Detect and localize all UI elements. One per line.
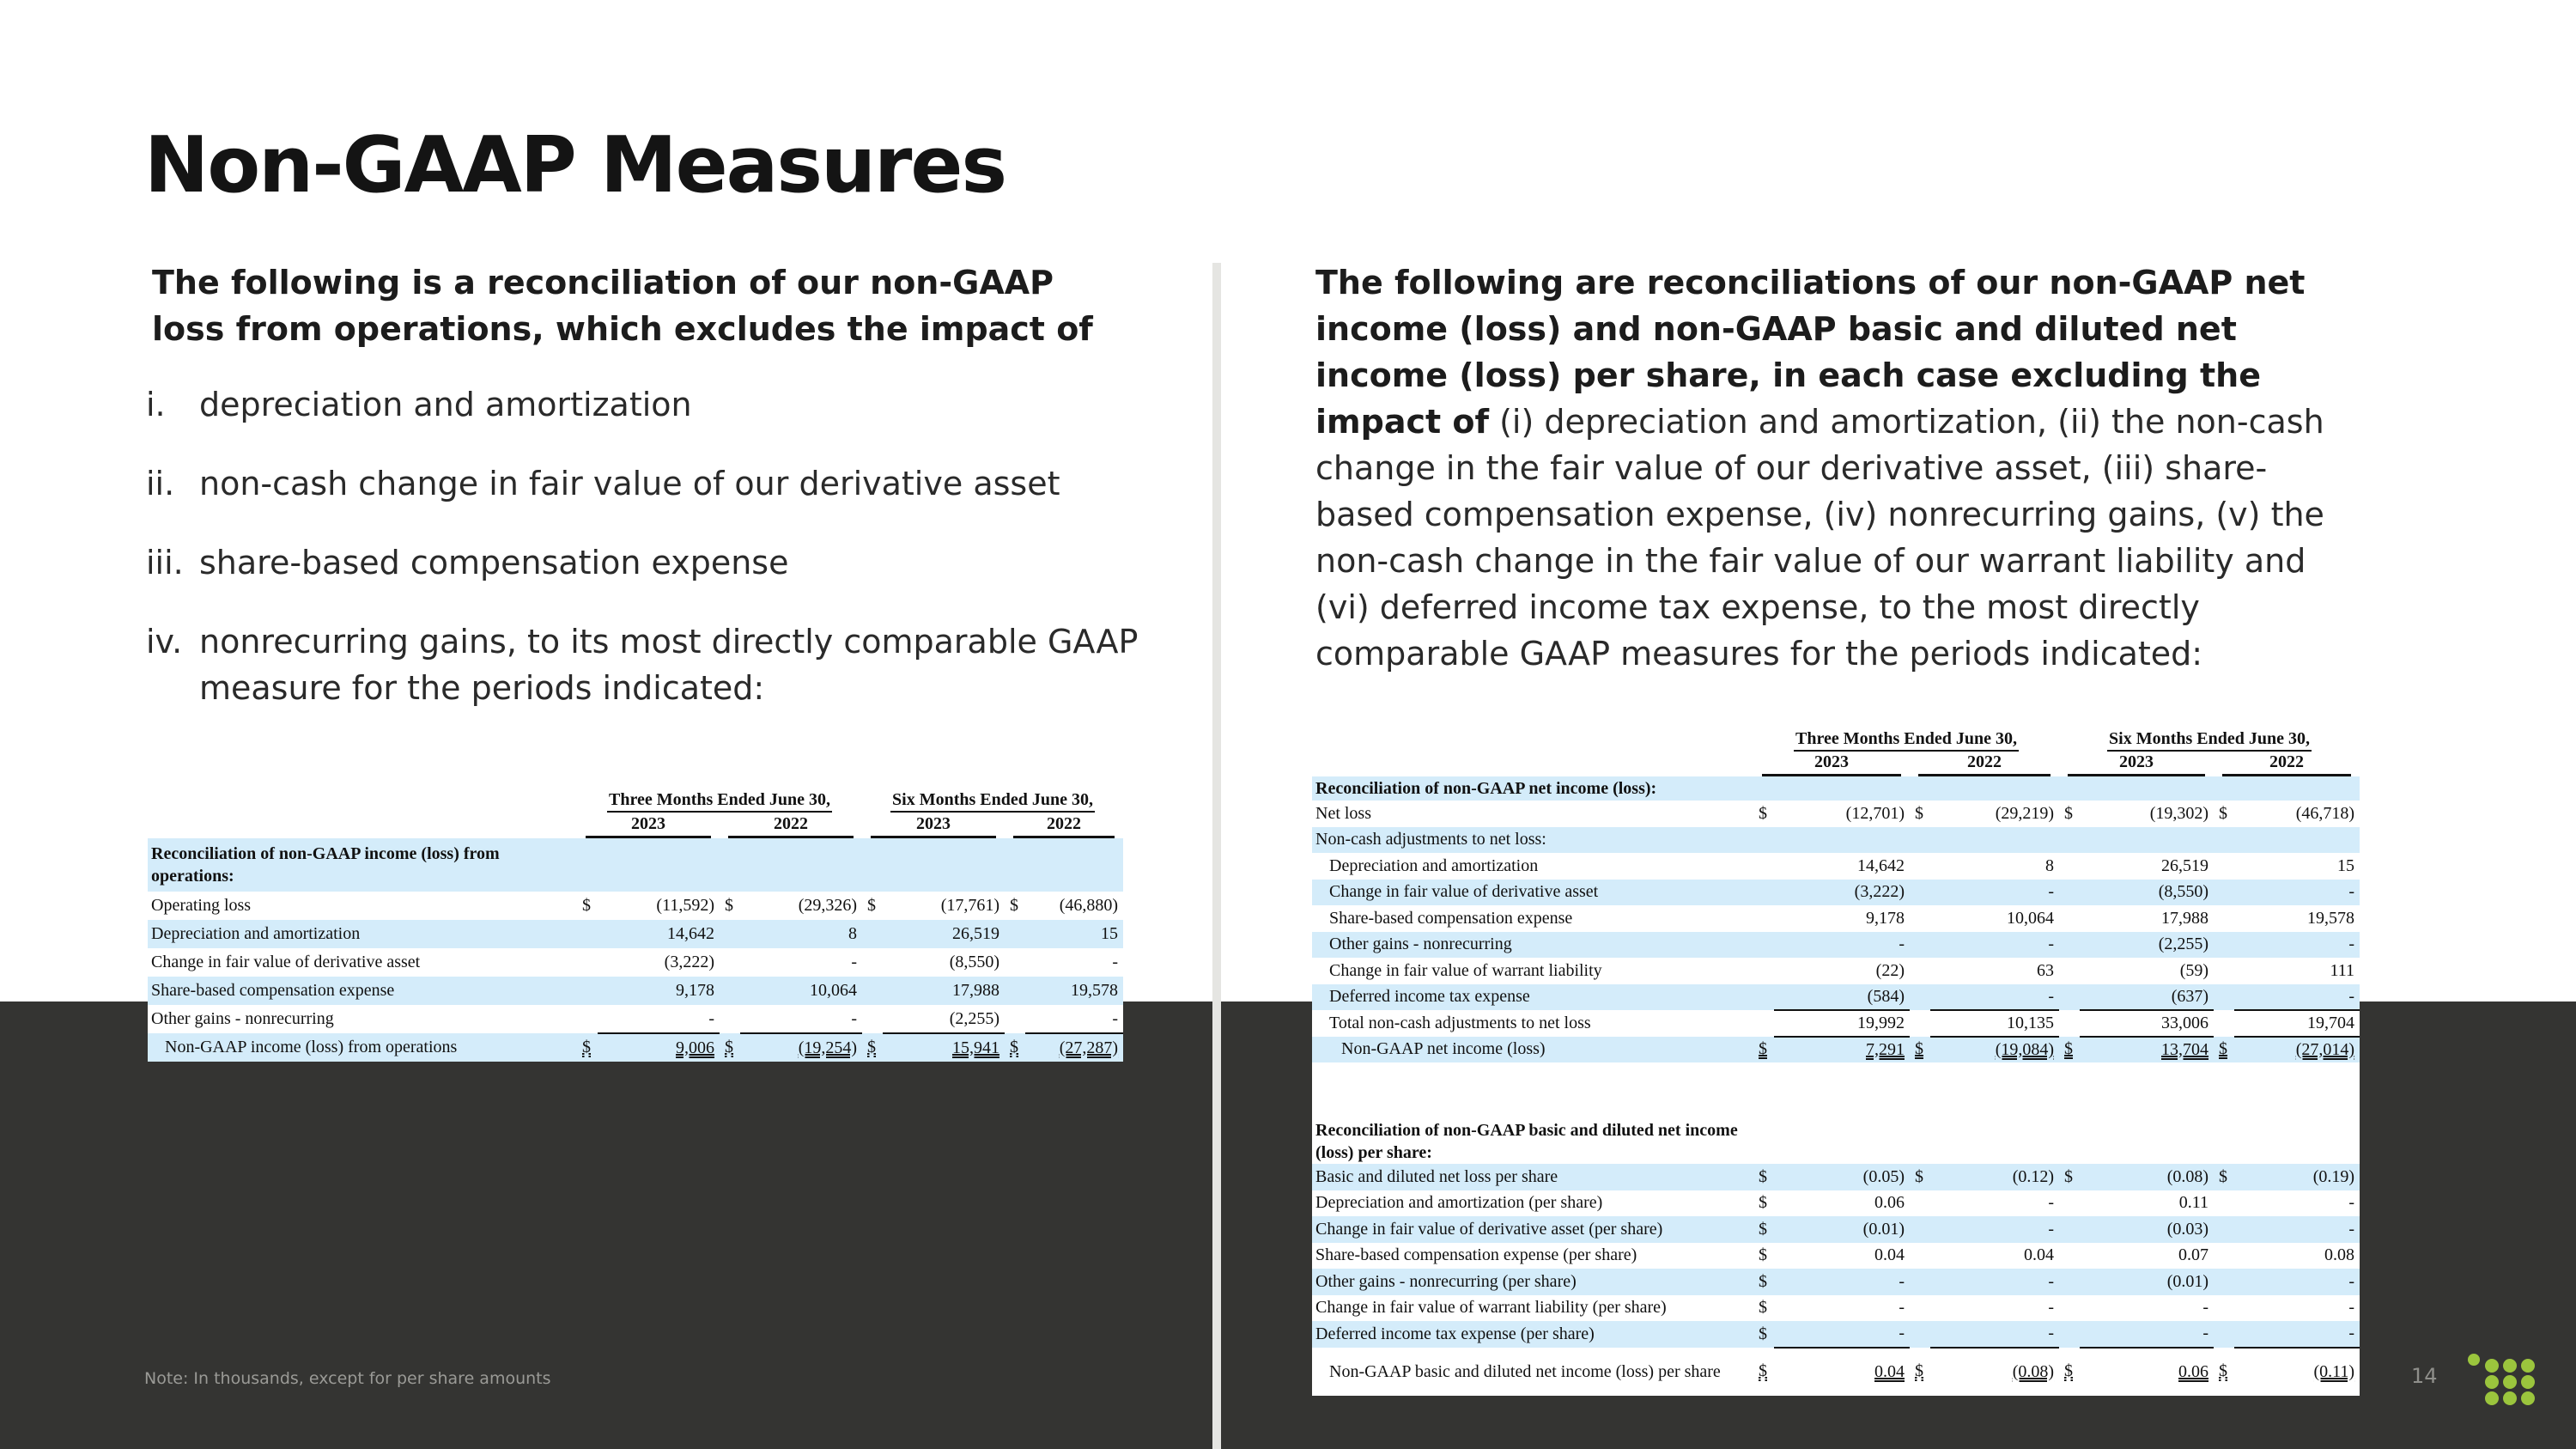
cell-value: - bbox=[851, 953, 858, 971]
year-header: 2023 bbox=[1753, 752, 1910, 776]
cell-value: - bbox=[1930, 932, 2059, 959]
currency-symbol bbox=[862, 948, 883, 977]
currency-symbol bbox=[1910, 1216, 1930, 1243]
currency-symbol: $ bbox=[1915, 1361, 1923, 1380]
currency-symbol: $ bbox=[1759, 1361, 1767, 1380]
cell-value: 0.08 bbox=[2324, 1245, 2355, 1265]
cell-value: (0.08) bbox=[1930, 1348, 2059, 1396]
list-item-text: non-cash change in fair value of our derivative asset bbox=[199, 465, 1060, 502]
cell-value: - bbox=[2080, 1321, 2214, 1348]
row-label: Share-based compensation expense (per share) bbox=[1315, 1245, 1637, 1265]
currency-symbol bbox=[720, 920, 740, 948]
table-row bbox=[1312, 880, 2360, 906]
cell-value: - bbox=[2234, 880, 2360, 906]
currency-symbol bbox=[862, 977, 883, 1005]
cell-value: (637) bbox=[2080, 984, 2214, 1011]
table-row bbox=[1312, 984, 2360, 1011]
cell-value: 111 bbox=[2330, 960, 2355, 980]
currency-symbol bbox=[1005, 1005, 1025, 1033]
currency-symbol: $ bbox=[1759, 1193, 1767, 1213]
cell-value: - bbox=[708, 1008, 714, 1028]
cell-value: - bbox=[1774, 1269, 1910, 1295]
table-row bbox=[1312, 905, 2360, 932]
row-label: Non-GAAP basic and diluted net income (loss) per share bbox=[1329, 1361, 1721, 1381]
row-label: Non-GAAP income (loss) from operations bbox=[148, 1033, 577, 1062]
list-item bbox=[146, 539, 1142, 586]
row-label: Deferred income tax expense bbox=[1312, 984, 1753, 1011]
currency-symbol: $ bbox=[1753, 1216, 1774, 1243]
row-label: Other gains - nonrecurring bbox=[1312, 932, 1753, 959]
currency-symbol bbox=[2059, 880, 2080, 906]
currency-symbol: $ bbox=[1759, 803, 1767, 823]
row-label: Share-based compensation expense bbox=[148, 977, 577, 1005]
dot-grid-logo-icon bbox=[2466, 1352, 2535, 1405]
list-item-text: share-based compensation expense bbox=[199, 544, 789, 581]
currency-symbol: $ bbox=[1753, 1269, 1774, 1295]
row-label: Depreciation and amortization bbox=[148, 920, 577, 948]
operations-reconciliation-table bbox=[148, 785, 1123, 1062]
year-header: 2023 bbox=[2059, 752, 2214, 776]
cell-value: - bbox=[2348, 1193, 2355, 1213]
currency-symbol: $ bbox=[2214, 1037, 2234, 1063]
currency-symbol bbox=[1910, 1295, 1930, 1322]
currency-symbol bbox=[2214, 1190, 2234, 1217]
currency-symbol bbox=[1910, 853, 1930, 880]
currency-symbol bbox=[862, 920, 883, 948]
year-header: 2022 bbox=[1005, 814, 1123, 838]
cell-value: - bbox=[1774, 932, 1910, 959]
cell-value: 0.06 bbox=[2080, 1348, 2214, 1396]
cell-value: 9,178 bbox=[598, 977, 720, 1005]
cell-value: (3,222) bbox=[664, 953, 714, 971]
section-label: Reconciliation of non-GAAP net income (loss): bbox=[1312, 776, 1753, 801]
cell-value: (0.12) bbox=[1930, 1164, 2059, 1190]
row-label: Change in fair value of warrant liability (per share) bbox=[1315, 1298, 1667, 1318]
currency-symbol bbox=[2059, 1216, 2080, 1243]
currency-symbol: $ bbox=[1010, 896, 1019, 915]
currency-symbol bbox=[2059, 1243, 2080, 1269]
list-item bbox=[146, 381, 1142, 428]
currency-symbol bbox=[1753, 827, 1774, 854]
cell-value: - bbox=[1930, 880, 2059, 906]
cell-value bbox=[2080, 827, 2214, 854]
currency-symbol bbox=[2214, 932, 2234, 959]
cell-value: 19,704 bbox=[2234, 1010, 2360, 1037]
net-income-reconciliation-table bbox=[1312, 725, 2360, 1396]
cell-value: 10,064 bbox=[2007, 908, 2055, 928]
cell-value: 10,135 bbox=[1930, 1010, 2059, 1037]
list-item bbox=[146, 618, 1142, 711]
cell-value: 17,988 bbox=[883, 977, 1005, 1005]
currency-symbol bbox=[577, 948, 598, 977]
footnote: Note: In thousands, except for per share amounts bbox=[144, 1369, 551, 1388]
cell-value: (29,326) bbox=[798, 896, 858, 915]
currency-symbol bbox=[1005, 948, 1025, 977]
cell-value: (46,718) bbox=[2295, 803, 2355, 823]
cell-value: (0.08) bbox=[2080, 1164, 2214, 1190]
page-number: 14 bbox=[2411, 1364, 2438, 1388]
cell-value: (59) bbox=[2179, 960, 2209, 980]
row-label: Deferred income tax expense (per share) bbox=[1312, 1321, 1753, 1348]
currency-symbol bbox=[2059, 1190, 2080, 1217]
row-label: Change in fair value of warrant liability bbox=[1329, 960, 1602, 980]
cell-value: - bbox=[1930, 1216, 2059, 1243]
currency-symbol bbox=[2214, 1269, 2234, 1295]
list-item-number: iii. bbox=[146, 544, 184, 581]
table-row bbox=[1312, 801, 2360, 827]
currency-symbol: $ bbox=[577, 1033, 598, 1062]
table-row bbox=[1312, 932, 2360, 959]
cell-value: (8,550) bbox=[2080, 880, 2214, 906]
cell-value: - bbox=[2048, 1298, 2055, 1318]
exclusion-list bbox=[146, 381, 1142, 744]
period-header-six-months: Six Months Ended June 30, bbox=[2059, 725, 2360, 752]
currency-symbol bbox=[1753, 1010, 1774, 1037]
currency-symbol: $ bbox=[2064, 1361, 2074, 1380]
table-row bbox=[148, 1005, 1123, 1033]
cell-value: 15,941 bbox=[883, 1033, 1005, 1062]
table-row bbox=[1312, 1216, 2360, 1243]
cell-value: (2,255) bbox=[949, 1008, 1000, 1028]
currency-symbol bbox=[720, 1005, 740, 1033]
currency-symbol bbox=[1753, 958, 1774, 984]
currency-symbol: $ bbox=[2214, 1164, 2234, 1190]
currency-symbol bbox=[2059, 1295, 2080, 1322]
currency-symbol bbox=[1910, 827, 1930, 854]
left-lead-bold: The following is a reconciliation of our non-GAAP loss from operations, which excludes the impact of bbox=[152, 264, 1093, 348]
currency-symbol bbox=[2214, 1216, 2234, 1243]
row-label: Change in fair value of derivative asset (per share) bbox=[1312, 1216, 1753, 1243]
currency-symbol bbox=[1910, 1269, 1930, 1295]
row-label: Non-GAAP net income (loss) bbox=[1312, 1037, 1753, 1063]
cell-value: (0.11) bbox=[2234, 1348, 2360, 1396]
currency-symbol: $ bbox=[720, 1033, 740, 1062]
table-row bbox=[148, 977, 1123, 1005]
currency-symbol bbox=[1910, 958, 1930, 984]
list-item bbox=[146, 460, 1142, 507]
currency-symbol bbox=[1910, 905, 1930, 932]
currency-symbol bbox=[2214, 984, 2234, 1011]
year-header: 2023 bbox=[577, 814, 720, 838]
cell-value: (17,761) bbox=[940, 896, 1000, 915]
cell-value: (27,014) bbox=[2234, 1037, 2360, 1063]
column-divider bbox=[1212, 263, 1221, 1449]
row-label: Non-cash adjustments to net loss: bbox=[1312, 827, 1753, 854]
cell-value: - bbox=[2234, 1321, 2360, 1348]
cell-value: (0.05) bbox=[1774, 1164, 1910, 1190]
table-row bbox=[1312, 1037, 2360, 1063]
table-row bbox=[1312, 1269, 2360, 1295]
currency-symbol bbox=[720, 977, 740, 1005]
cell-value: (584) bbox=[1774, 984, 1910, 1011]
currency-symbol bbox=[2214, 958, 2234, 984]
cell-value: 9,178 bbox=[1866, 908, 1905, 928]
currency-symbol: $ bbox=[1759, 1298, 1767, 1318]
table-row bbox=[1312, 958, 2360, 984]
cell-value bbox=[2234, 827, 2360, 854]
cell-value: 63 bbox=[2037, 960, 2055, 980]
section-label: Reconciliation of non-GAAP income (loss) from operations: bbox=[148, 838, 577, 892]
period-header-three-months: Three Months Ended June 30, bbox=[577, 785, 862, 814]
currency-symbol: $ bbox=[2059, 1037, 2080, 1063]
cell-value: - bbox=[2234, 984, 2360, 1011]
cell-value: (12,701) bbox=[1845, 803, 1905, 823]
cell-value: - bbox=[2234, 932, 2360, 959]
cell-value: - bbox=[1774, 1321, 1910, 1348]
table-row bbox=[1312, 1295, 2360, 1322]
cell-value: (8,550) bbox=[949, 953, 1000, 971]
period-header-six-months: Six Months Ended June 30, bbox=[862, 785, 1123, 814]
cell-value: 19,578 bbox=[1025, 977, 1123, 1005]
list-item-number: ii. bbox=[146, 465, 175, 502]
cell-value: 0.07 bbox=[2178, 1245, 2209, 1265]
currency-symbol bbox=[577, 1005, 598, 1033]
table-row bbox=[1312, 1321, 2360, 1348]
cell-value: 19,578 bbox=[2307, 908, 2355, 928]
cell-value: - bbox=[1930, 1321, 2059, 1348]
row-label: Basic and diluted net loss per share bbox=[1312, 1164, 1753, 1190]
currency-symbol bbox=[1005, 920, 1025, 948]
list-item-number: i. bbox=[146, 386, 166, 423]
cell-value: (19,254) bbox=[740, 1033, 862, 1062]
year-header: 2022 bbox=[2214, 752, 2360, 776]
year-header: 2022 bbox=[720, 814, 862, 838]
table-row bbox=[1312, 1010, 2360, 1037]
cell-value: (2,255) bbox=[2080, 932, 2214, 959]
currency-symbol bbox=[2059, 1010, 2080, 1037]
cell-value: 14,642 bbox=[1857, 855, 1905, 875]
cell-value: 8 bbox=[740, 920, 862, 948]
row-label: Operating loss bbox=[151, 896, 252, 915]
currency-symbol: $ bbox=[2219, 803, 2228, 823]
currency-symbol: $ bbox=[1910, 1164, 1930, 1190]
cell-value bbox=[1774, 827, 1910, 854]
cell-value: 0.11 bbox=[2178, 1193, 2209, 1213]
currency-symbol bbox=[2214, 853, 2234, 880]
currency-symbol: $ bbox=[1753, 1321, 1774, 1348]
cell-value: 9,006 bbox=[598, 1033, 720, 1062]
currency-symbol bbox=[1910, 984, 1930, 1011]
currency-symbol bbox=[2059, 827, 2080, 854]
row-label: Other gains - nonrecurring bbox=[151, 1009, 334, 1028]
cell-value: - bbox=[851, 1008, 858, 1028]
currency-symbol bbox=[2059, 932, 2080, 959]
currency-symbol bbox=[1753, 984, 1774, 1011]
period-header-three-months: Three Months Ended June 30, bbox=[1753, 725, 2059, 752]
cell-value: - bbox=[1112, 1008, 1119, 1028]
currency-symbol: $ bbox=[1915, 803, 1923, 823]
cell-value: (29,219) bbox=[1995, 803, 2055, 823]
cell-value: (0.01) bbox=[1774, 1216, 1910, 1243]
cell-value: (19,084) bbox=[1930, 1037, 2059, 1063]
cell-value: (0.03) bbox=[2080, 1216, 2214, 1243]
currency-symbol bbox=[1910, 880, 1930, 906]
cell-value: 33,006 bbox=[2080, 1010, 2214, 1037]
currency-symbol bbox=[2059, 984, 2080, 1011]
cell-value: - bbox=[2234, 1269, 2360, 1295]
cell-value: - bbox=[2202, 1298, 2209, 1318]
cell-value: (22) bbox=[1875, 960, 1905, 980]
currency-symbol bbox=[2059, 1269, 2080, 1295]
row-label: Change in fair value of derivative asset bbox=[1312, 880, 1753, 906]
row-label: Net loss bbox=[1315, 803, 1371, 823]
row-label: Change in fair value of derivative asset bbox=[151, 953, 421, 971]
cell-value: (19,302) bbox=[2149, 803, 2209, 823]
cell-value bbox=[1930, 827, 2059, 854]
cell-value: 26,519 bbox=[2161, 855, 2209, 875]
currency-symbol: $ bbox=[1005, 1033, 1025, 1062]
table-row bbox=[148, 1033, 1123, 1062]
currency-symbol bbox=[2214, 1321, 2234, 1348]
row-label: Other gains - nonrecurring (per share) bbox=[1312, 1269, 1753, 1295]
table-row bbox=[1312, 853, 2360, 880]
cell-value: - bbox=[2348, 1298, 2355, 1318]
right-lead-rest: (i) depreciation and amortization, (ii) the non-cash change in the fair value of our derivative asset, (iii) share-based compensation expense, (iv) nonrecurring gains, (v) the non-cash change in the fair value of our warrant liability and (vi) deferred income tax expense, to the most directly comparable GAAP measures for the periods indicated: bbox=[1315, 403, 2324, 673]
currency-symbol: $ bbox=[2059, 1164, 2080, 1190]
cell-value: 19,992 bbox=[1774, 1010, 1910, 1037]
row-label: Depreciation and amortization (per share) bbox=[1315, 1193, 1603, 1213]
currency-symbol bbox=[2059, 958, 2080, 984]
cell-value: 15 bbox=[2337, 855, 2355, 875]
right-lead-text bbox=[1315, 259, 2363, 677]
currency-symbol bbox=[862, 1005, 883, 1033]
cell-value: - bbox=[1899, 1298, 1905, 1318]
year-header: 2023 bbox=[862, 814, 1005, 838]
row-label: Share-based compensation expense bbox=[1329, 908, 1573, 928]
cell-value: (3,222) bbox=[1774, 880, 1910, 906]
currency-symbol bbox=[2059, 1321, 2080, 1348]
currency-symbol bbox=[1910, 1010, 1930, 1037]
list-item-text: nonrecurring gains, to its most directly comparable GAAP measure for the periods indicated: bbox=[199, 623, 1139, 707]
cell-value: 0.04 bbox=[1874, 1245, 1905, 1265]
currency-symbol bbox=[577, 920, 598, 948]
cell-value: 0.06 bbox=[1874, 1193, 1905, 1213]
currency-symbol bbox=[2214, 905, 2234, 932]
cell-value: - bbox=[1930, 984, 2059, 1011]
table-row bbox=[1312, 1243, 2360, 1269]
page-title: Non-GAAP Measures bbox=[144, 120, 1006, 210]
table-row bbox=[1312, 1190, 2360, 1217]
currency-symbol bbox=[1910, 932, 1930, 959]
table-row bbox=[148, 920, 1123, 948]
left-lead-text bbox=[152, 259, 1097, 352]
table-row bbox=[148, 948, 1123, 977]
currency-symbol: $ bbox=[1753, 1164, 1774, 1190]
currency-symbol bbox=[1910, 1190, 1930, 1217]
cell-value: (0.19) bbox=[2234, 1164, 2360, 1190]
cell-value: - bbox=[2234, 1216, 2360, 1243]
row-label: Total non-cash adjustments to net loss bbox=[1329, 1013, 1591, 1032]
cell-value: 0.04 bbox=[1774, 1348, 1910, 1396]
cell-value: 8 bbox=[2045, 855, 2055, 875]
currency-symbol bbox=[1753, 853, 1774, 880]
currency-symbol bbox=[1910, 1321, 1930, 1348]
currency-symbol bbox=[577, 977, 598, 1005]
cell-value: - bbox=[2048, 1193, 2055, 1213]
cell-value: (46,880) bbox=[1059, 896, 1119, 915]
year-header: 2022 bbox=[1910, 752, 2059, 776]
currency-symbol: $ bbox=[862, 1033, 883, 1062]
currency-symbol: $ bbox=[2219, 1361, 2228, 1380]
currency-symbol bbox=[2059, 905, 2080, 932]
currency-symbol bbox=[2214, 827, 2234, 854]
currency-symbol: $ bbox=[1910, 1037, 1930, 1063]
cell-value: 14,642 bbox=[598, 920, 720, 948]
currency-symbol bbox=[1910, 1243, 1930, 1269]
table-row bbox=[148, 892, 1123, 920]
currency-symbol bbox=[2214, 1010, 2234, 1037]
section-label: Reconciliation of non-GAAP basic and diluted net income (loss) per share: bbox=[1315, 1121, 1738, 1162]
list-item-text: depreciation and amortization bbox=[199, 386, 692, 423]
cell-value: (11,592) bbox=[656, 896, 714, 915]
cell-value: - bbox=[1112, 953, 1119, 971]
currency-symbol: $ bbox=[1753, 1037, 1774, 1063]
currency-symbol bbox=[1753, 932, 1774, 959]
cell-value: - bbox=[1930, 1269, 2059, 1295]
currency-symbol bbox=[2214, 1243, 2234, 1269]
cell-value: 15 bbox=[1025, 920, 1123, 948]
cell-value: 10,064 bbox=[740, 977, 862, 1005]
currency-symbol: $ bbox=[2064, 803, 2074, 823]
cell-value: 13,704 bbox=[2080, 1037, 2214, 1063]
currency-symbol bbox=[1753, 905, 1774, 932]
cell-value: 7,291 bbox=[1774, 1037, 1910, 1063]
list-item-number: iv. bbox=[146, 623, 183, 661]
cell-value: (0.01) bbox=[2080, 1269, 2214, 1295]
cell-value: 17,988 bbox=[2161, 908, 2209, 928]
table-row bbox=[1312, 1164, 2360, 1190]
currency-symbol: $ bbox=[582, 896, 591, 915]
currency-symbol bbox=[1005, 977, 1025, 1005]
cell-value: (27,287) bbox=[1025, 1033, 1123, 1062]
cell-value: 26,519 bbox=[883, 920, 1005, 948]
table-row bbox=[1312, 1348, 2360, 1396]
currency-symbol bbox=[2059, 853, 2080, 880]
currency-symbol: $ bbox=[867, 896, 877, 915]
currency-symbol: $ bbox=[725, 896, 733, 915]
currency-symbol bbox=[1753, 880, 1774, 906]
right-lead-bold: The following are reconciliations of our non-GAAP net income (loss) and non-GAAP basic and diluted net income (loss) per share, in each case excluding the impact of bbox=[1315, 264, 2306, 441]
currency-symbol: $ bbox=[1759, 1245, 1767, 1265]
currency-symbol bbox=[2214, 880, 2234, 906]
table-row bbox=[1312, 827, 2360, 854]
currency-symbol bbox=[720, 948, 740, 977]
cell-value: 0.04 bbox=[2024, 1245, 2055, 1265]
currency-symbol bbox=[2214, 1295, 2234, 1322]
row-label: Depreciation and amortization bbox=[1329, 855, 1539, 875]
